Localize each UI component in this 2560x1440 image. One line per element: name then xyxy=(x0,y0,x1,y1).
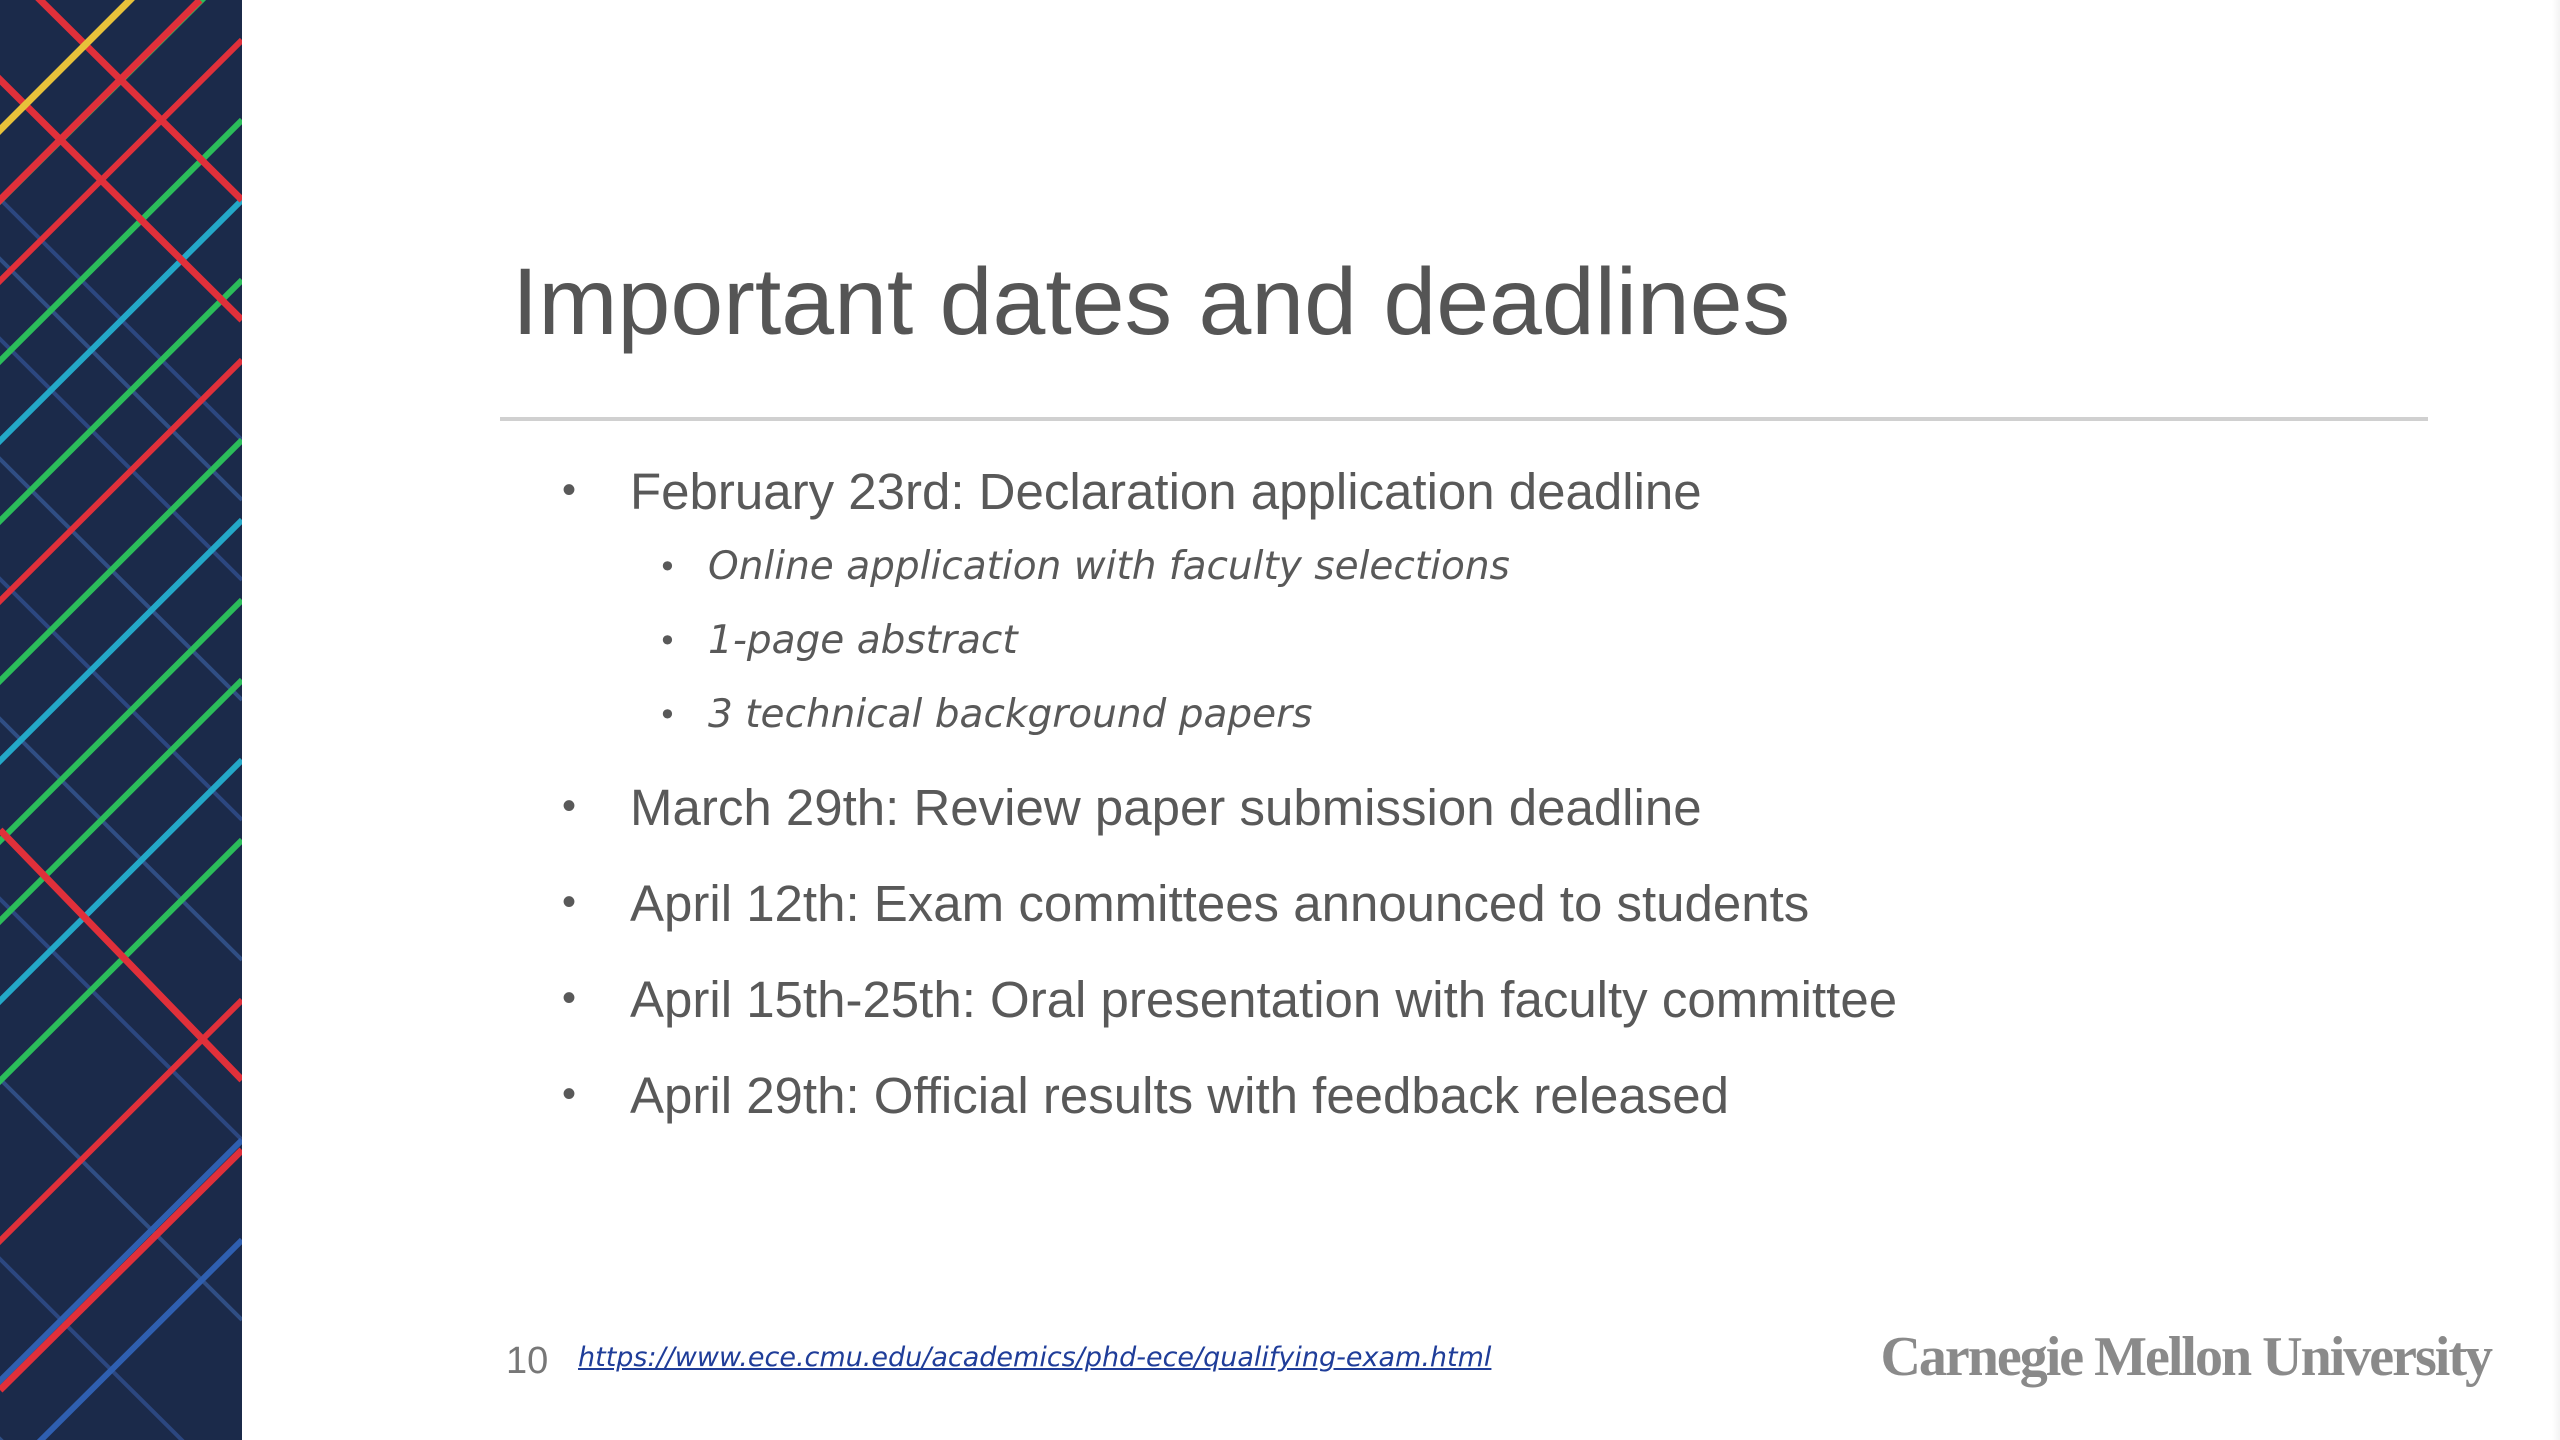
title-divider xyxy=(500,417,2428,421)
bullet-dot-icon: • xyxy=(658,696,677,734)
sub-bullet-item xyxy=(658,544,1510,589)
bullet-dot-icon: • xyxy=(562,880,577,924)
qualifying-exam-link[interactable]: https://www.ece.cmu.edu/academics/phd-ece/qualifying-exam.html xyxy=(578,1342,1492,1373)
slide-edge-shadow xyxy=(2552,0,2560,1440)
bullet-text: April 29th: Official results with feedback released xyxy=(630,1067,1729,1124)
sub-bullet-item xyxy=(658,618,1018,663)
sub-bullet-item xyxy=(658,692,1313,737)
bullet-item xyxy=(562,1066,1729,1125)
bullet-text: April 12th: Exam committees announced to students xyxy=(630,875,1810,932)
bullet-text: March 29th: Review paper submission deadline xyxy=(630,779,1702,836)
bullet-dot-icon: • xyxy=(562,784,577,828)
bullet-dot-icon: • xyxy=(562,468,577,512)
bullet-text: April 15th-25th: Oral presentation with faculty committee xyxy=(630,971,1898,1028)
cmu-wordmark-logo: Carnegie Mellon University xyxy=(1880,1326,2491,1388)
bullet-dot-icon: • xyxy=(658,548,677,586)
page-number: 10 xyxy=(506,1340,549,1382)
slide-title: Important dates and deadlines xyxy=(512,249,1791,355)
bullet-dot-icon: • xyxy=(562,1072,577,1116)
plaid-pattern-graphic xyxy=(0,0,242,1440)
bullet-item xyxy=(562,970,1898,1029)
bullet-dot-icon: • xyxy=(562,976,577,1020)
bullet-dot-icon: • xyxy=(658,622,677,660)
sub-bullet-text: Online application with faculty selections xyxy=(708,544,1510,589)
decorative-plaid-panel xyxy=(0,0,242,1440)
bullet-item xyxy=(562,462,1702,521)
bullet-item xyxy=(562,778,1702,837)
sub-bullet-text: 1-page abstract xyxy=(708,618,1018,663)
bullet-item xyxy=(562,874,1810,933)
sub-bullet-text: 3 technical background papers xyxy=(708,692,1313,737)
bullet-text: February 23rd: Declaration application deadline xyxy=(630,463,1702,520)
